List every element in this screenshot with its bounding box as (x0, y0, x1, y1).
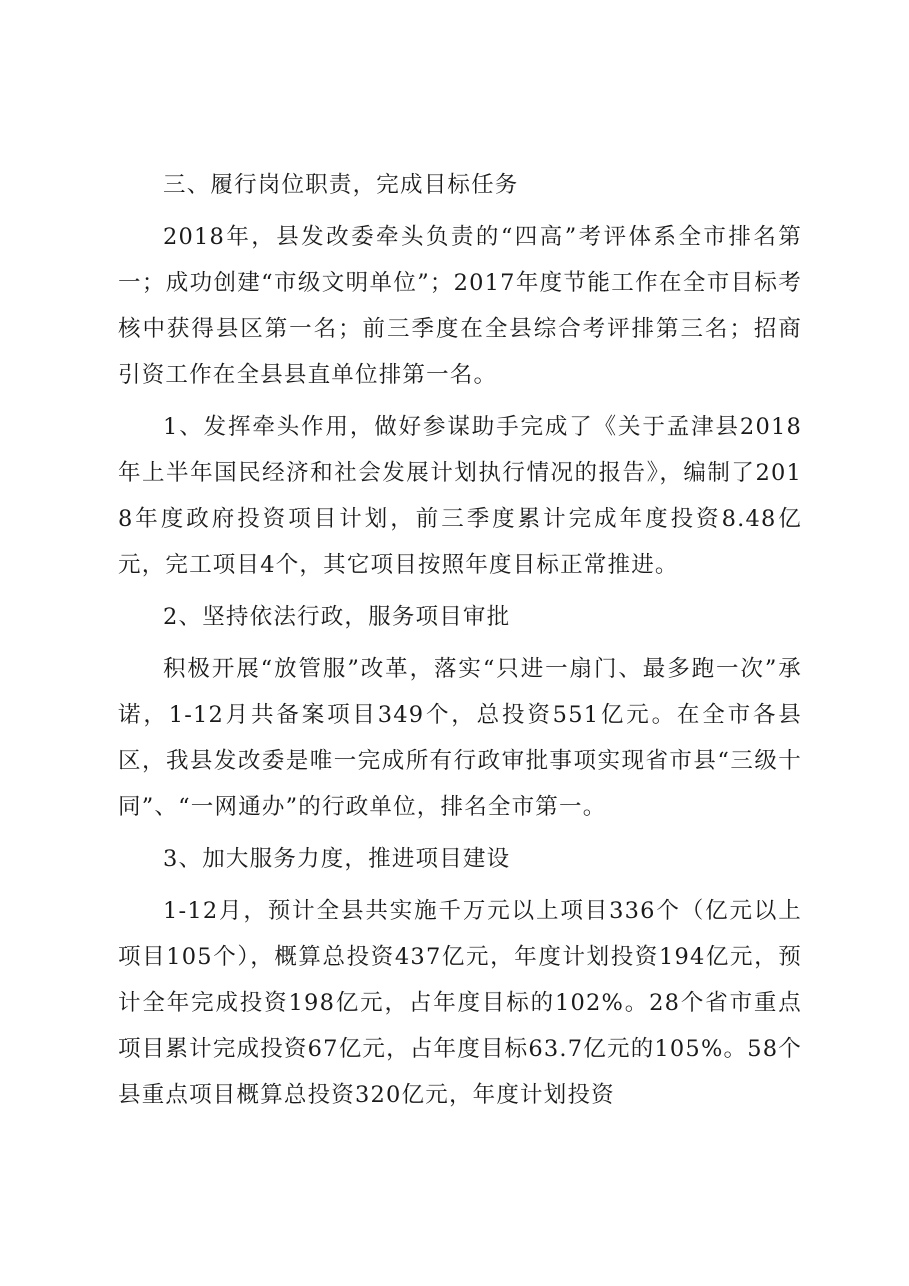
intro-paragraph: 2018年，县发改委牵头负责的“四高”考评体系全市排名第一；成功创建“市级文明单位”；2017年度节能工作在全市目标考核中获得县区第一名；前三季度在全县综合考评排第三名；招商引资工作在全县县直单位排第一名。 (118, 224, 802, 388)
item1-paragraph: 1、发挥牵头作用，做好参谋助手完成了《关于孟津县2018年上半年国民经济和社会发展计划执行情况的报告》，编制了2018年度政府投资项目计划，前三季度累计完成年度投资8.48亿元，完工项目4个，其它项目按照年度目标正常推进。 (118, 414, 802, 578)
item3-heading: 3、加大服务力度，推进项目建设 (163, 846, 511, 872)
item2-paragraph: 积极开展“放管服”改革，落实“只进一扇门、最多跑一次”承诺，1-12月共备案项目349个，总投资551亿元。在全市各县区，我县发改委是唯一完成所有行政审批事项实现省市县“三级十同”、“一网通办”的行政单位，排名全市第一。 (118, 656, 802, 820)
section-heading: 三、履行岗位职责，完成目标任务 (163, 172, 519, 198)
document-body (118, 162, 802, 1118)
item3-paragraph: 1-12月，预计全县共实施千万元以上项目336个（亿元以上项目105个），概算总投资437亿元，年度计划投资194亿元，预计全年完成投资198亿元，占年度目标的102%。28个省市重点项目累计完成投资67亿元，占年度目标63.7亿元的105%。58个县重点项目概算总投资320亿元，年度计划投资 (118, 898, 802, 1108)
item2-heading: 2、坚持依法行政，服务项目审批 (163, 604, 511, 630)
